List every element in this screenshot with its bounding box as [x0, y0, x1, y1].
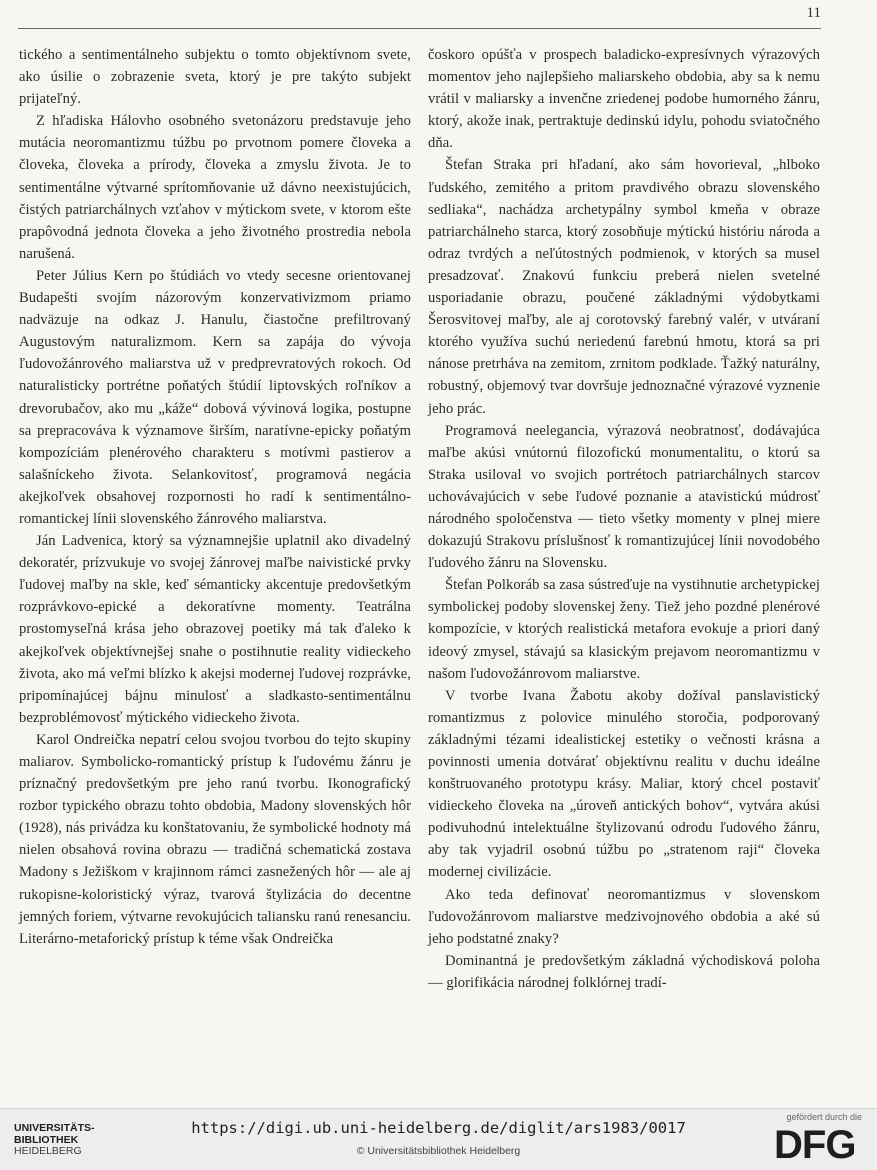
paragraph: čoskoro opúšťa v prospech baladicko-expresívnych výrazových momentov jeho najlepšieho maliarskeho obdobia, aby sa k nemu vrátil v maliarsky a invenčne zriedenej podobe humorného žánru, ktorý, akože inak, pertraktuje dedinskú idylu, pohodu sviatočného dňa. — [428, 47, 820, 152]
paragraph: Z hľadiska Hálovho osobného svetonázoru predstavuje jeho mutácia neoromantizmu túžbu po prvotnom pomere človeka a človeka, človeka a prírody, človeka a zmyslu života. Je to sentimentálne výtvarné sprítomňovanie už dávno neexistujúcich, čistých patriarchálnych vzťahov v mýtickom svete, v ktorom ešte prapôvodná jednota človeka a jeho životného prostredia nebola narušená. — [19, 113, 411, 262]
permalink-url[interactable]: https://digi.ub.uni-heidelberg.de/diglit/ars1983/0017 — [191, 1119, 686, 1137]
paragraph: Programová neelegancia, výrazová neobratnosť, dodávajúca maľbe akúsi vnútornú filozofickú monumentalitu, o ktorú sa Straka usiloval vo svojich portrétoch patriarchálnych starcov uchovávajúcich v sebe ľudové poznanie a atavistickú múdrosť národného spoločenstva — tieto všetky momenty v plnej miere dokazujú Strakovu príslušnosť k romantizujúcej línii novodobého ľudového žánru na Slovensku. — [428, 422, 820, 572]
paragraph: Karol Ondreička nepatrí celou svojou tvorbou do tejto skupiny maliarov. Symbolicko-romantický prístup k ľudovému žánru je príznačný predovšetkým pre jeho ranú tvorbu. Ikonografický rozbor typického obrazu tohto obdobia, Madony slovenských hôr (1928), nás privádza ku konštatovaniu, že symbolické hodnoty má nielen obsahová rovina obrazu — tradičná schematická zostava Madony s Ježiškom v krajinnom rámci zasnežených hôr — ale aj rukopisne-koloristický výraz, tvarová štylizácia do decentne jemných foriem, výtvarne revokujúcich taliansku ranú renesanciu. Literárno-metaforický prístup k téme však Ondreička — [19, 731, 411, 947]
paragraph: Štefan Polkoráb sa zasa sústreďuje na vystihnutie archetypickej symbolickej podoby slovenskej ženy. Tiež jeho pozdné plenérové kompozície, v ktorých realistická metafora evokuje a priori daný ideový zmysel, stávajú sa klasickým prejavom neoromantizmu v našom ľudovožánrovom maliarstve. — [428, 577, 820, 682]
paragraph: Peter Július Kern po štúdiách vo vtedy secesne orientovanej Budapešti svojím názorovým konzervativizmom priamo nadväzuje na odkaz J. Hanulu, čiastočne prefiltrovaný Augustovým naturalizmom. Kern sa zapája do vývoja ľudovožánrového maliarstva už v predprevratových rokoch. Od naturalisticky portrétne poňatých štúdií liptovských roľníkov a drevorubačov, ako mu „káže“ dobová vývinová logika, postupne sa prepracováva k významove širším, naratívne-epicky poňatým kompozíciám plenérového charakteru s motívmi pastierov a salašníckeho života. Selankovitosť, programová negácia akejkoľvek obsahovej rozpornosti ho radí k sentimentálno-romantickej línii slovenského žánrového maliarstva. — [19, 267, 411, 527]
footer-bar — [0, 1108, 877, 1170]
top-rule — [18, 28, 821, 29]
paragraph: Štefan Straka pri hľadaní, ako sám hovorieval, „hlboko ľudského, zemitého a pritom pravdivého obrazu slovenského sedliaka“, nachádza archetypálny symbol kmeňa v obraze patriarchálneho starca, ktorý zosobňuje mýtickú históriu národa a odraz tvrdých a neľútostných podmienok, v ktorých sa musel presadzovať. Znakovú funkciu preberá nielen svetelné usporiadanie obrazu, poučené základnými výdobytkami Šerosvitovej maľby, ale aj corotovský farebný valér, v utváraní ktorého využíva suchú neriedenú farebnú hmotu, ktorá sa pri nánose pretrháva na zemitom, zrnitom podklade. Ťažký naturálny, robustný, objemový tvar dovršuje jednoznačné výrazové vyznenie jeho prác. — [428, 157, 820, 417]
paragraph: Dominantná je predovšetkým základná východisková poloha — glorifikácia národnej folklórnej tradí- — [428, 952, 820, 991]
paragraph: V tvorbe Ivana Žabotu akoby dožíval panslavistický romantizmus z polovice minulého storočia, podporovaný základnými tézami idealistickej estetiky o večnosti krásna a povinnosti umenia dotvárať objektívnu realitu v duchu ideálne konštruovaného prototypu krásy. Maliar, ktorý chcel postaviť vidieckeho človeka na „úroveň antických bohov“, vytvára akúsi podivuhodnú intelektuálne štylizovanú odrodu ľudového žánru, aby tak vyjadril osobnú túžbu po „stratenom raji“ človeka modernej civilizácie. — [428, 687, 820, 881]
left-column — [19, 44, 411, 950]
paragraph: Ako teda definovať neoromantizmus v slovenskom ľudovožánrovom maliarstve medzivojnového obdobia a aké sú jeho podstatné znaky? — [428, 886, 820, 947]
paragraph: tického a sentimentálneho subjektu o tomto objektívnom svete, ako úsilie o zobrazenie sveta, ktorý je pre takýto subjekt prijateľný. — [19, 47, 411, 108]
funder-label: gefördert durch die — [786, 1112, 862, 1122]
dfg-logo-text: DFG — [774, 1123, 856, 1164]
library-name-line1: UNIVERSITÄTS- — [14, 1122, 95, 1134]
right-column — [428, 44, 820, 994]
library-name-line3: HEIDELBERG — [14, 1145, 82, 1157]
copyright-notice: © Universitätsbibliothek Heidelberg — [356, 1145, 521, 1157]
dfg-logo[interactable] — [774, 1122, 866, 1164]
paragraph: Ján Ladvenica, ktorý sa významnejšie uplatnil ako divadelný dekoratér, prízvukuje vo svojej žánrovej maľbe naivistické prvky ľudovej maľby na skle, keď sémanticky akcentuje predovšetkým rozprávkovo-epické a dekoratívne momenty. Teatrálna prostomyseľná krása jeho obrazovej poetiky má tak ďaleko k akejkoľvek objektívnejšej snahe o postihnutie reality vidieckeho života, ako má veľmi blízko k akejsi modernej ľudovej rozprávke, pripomínajúcej bájnu minulosť a sladkasto-sentimentálnu bezproblémovosť mýtického vidieckeho života. — [19, 533, 411, 726]
page-number: 11 — [806, 5, 821, 21]
library-name-line2: BIBLIOTHEK — [14, 1133, 79, 1146]
